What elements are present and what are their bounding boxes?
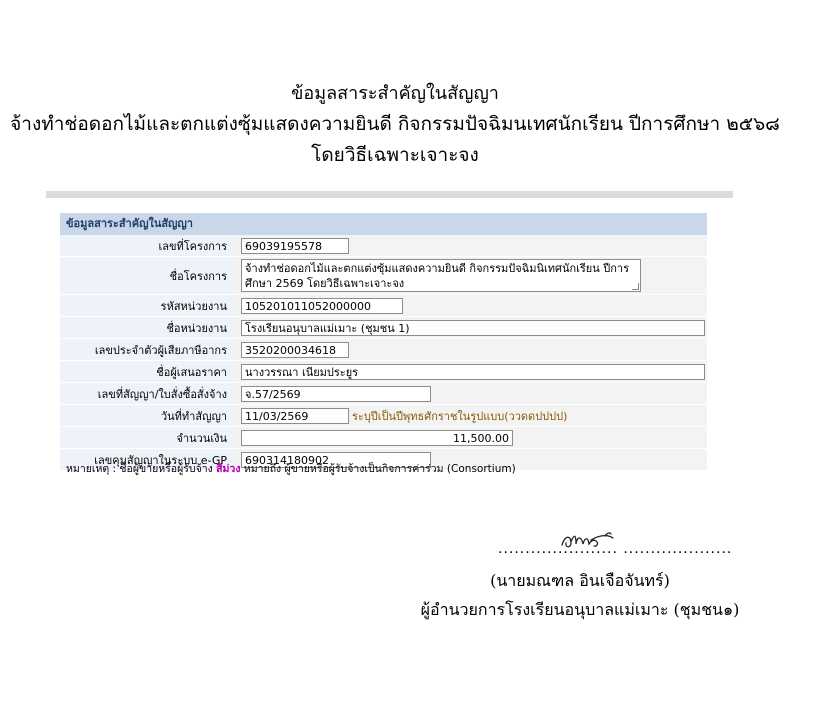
note-highlight: สีม่วง (216, 463, 241, 475)
signer-block (400, 566, 760, 624)
contract-info-panel (60, 213, 707, 471)
contract-no-label: เลขที่สัญญา/ใบสั่งซื้อสั่งจ้าง (60, 383, 233, 404)
consortium-note (66, 460, 516, 477)
row-contract-no (60, 383, 707, 405)
row-bidder (60, 361, 707, 383)
unit-name-field[interactable]: โรงเรียนอนุบาลแม่เมาะ (ชุมชน 1) (241, 320, 705, 336)
header-method: โดยวิธีเฉพาะเจาะจง (311, 144, 479, 166)
egp-label: เลขคุมสัญญาในระบบ e-GP (60, 449, 233, 470)
amount-field[interactable]: 11,500.00 (241, 430, 513, 446)
unit-code-label: รหัสหน่วยงาน (60, 295, 233, 316)
project-name-text: จ้างทำช่อดอกไม้และตกแต่งซุ้มแสดงความยินดี กิจกรรมปัจฉิมนิเทศนักเรียน ปีการศึกษา 2569 โดยวิธีเฉพาะเจาะจง (245, 262, 629, 290)
row-unit-name (60, 317, 707, 339)
signer-position: ผู้อำนวยการโรงเรียนอนุบาลแม่เมาะ (ชุมชน๑) (420, 600, 740, 619)
header-subject: จ้างทำช่อดอกไม้และตกแต่งซุ้มแสดงความยินดี กิจกรรมปัจฉิมนเทศนักเรียน ปีการศึกษา ๒๕๖๘ (10, 113, 780, 135)
contract-date-label: วันที่ทำสัญญา (60, 405, 233, 426)
row-amount (60, 427, 707, 449)
bidder-field[interactable]: นางวรรณา เนียมประยูร (241, 364, 705, 380)
project-name-textarea[interactable] (241, 259, 641, 292)
note-prefix: หมายเหตุ : ชื่อผู้ขายหรือผู้รับจ้าง (66, 463, 213, 475)
project-no-field[interactable]: 69039195578 (241, 238, 349, 254)
egp-field[interactable]: 690314180902 (241, 452, 431, 468)
row-contract-date (60, 405, 707, 427)
contract-date-field[interactable]: 11/03/2569 (241, 408, 349, 424)
row-project-no (60, 235, 707, 257)
tax-id-field[interactable]: 3520200034618 (241, 342, 349, 358)
row-tax-id (60, 339, 707, 361)
header-title: ข้อมูลสาระสำคัญในสัญญา (291, 83, 499, 104)
unit-code-field[interactable]: 105201011052000000 (241, 298, 403, 314)
divider (46, 191, 733, 198)
project-name-label: ชื่อโครงการ (60, 257, 233, 294)
panel-title: ข้อมูลสาระสำคัญในสัญญา (60, 213, 707, 235)
contract-date-hint: ระบุปีเป็นปีพุทธศักราชในรูปแบบ(ววดดปปปป) (352, 409, 568, 423)
tax-id-label: เลขประจำตัวผู้เสียภาษีอากร (60, 339, 233, 360)
signer-name: (นายมณฑล อินเจือจันทร์) (490, 571, 670, 590)
amount-label: จำนวนเงิน (60, 427, 233, 448)
signature-line: ...................... .................... (498, 541, 733, 557)
row-unit-code (60, 295, 707, 317)
document-header (0, 78, 790, 171)
row-project-name (60, 257, 707, 295)
contract-no-field[interactable]: จ.57/2569 (241, 386, 431, 402)
note-suffix: หมายถึง ผู้ขายหรือผู้รับจ้างเป็นกิจการค่าร่วม (Consortium) (243, 463, 516, 475)
unit-name-label: ชื่อหน่วยงาน (60, 317, 233, 338)
resize-grip-icon[interactable] (632, 283, 639, 290)
bidder-label: ชื่อผู้เสนอราคา (60, 361, 233, 382)
project-no-label: เลขที่โครงการ (60, 235, 233, 256)
